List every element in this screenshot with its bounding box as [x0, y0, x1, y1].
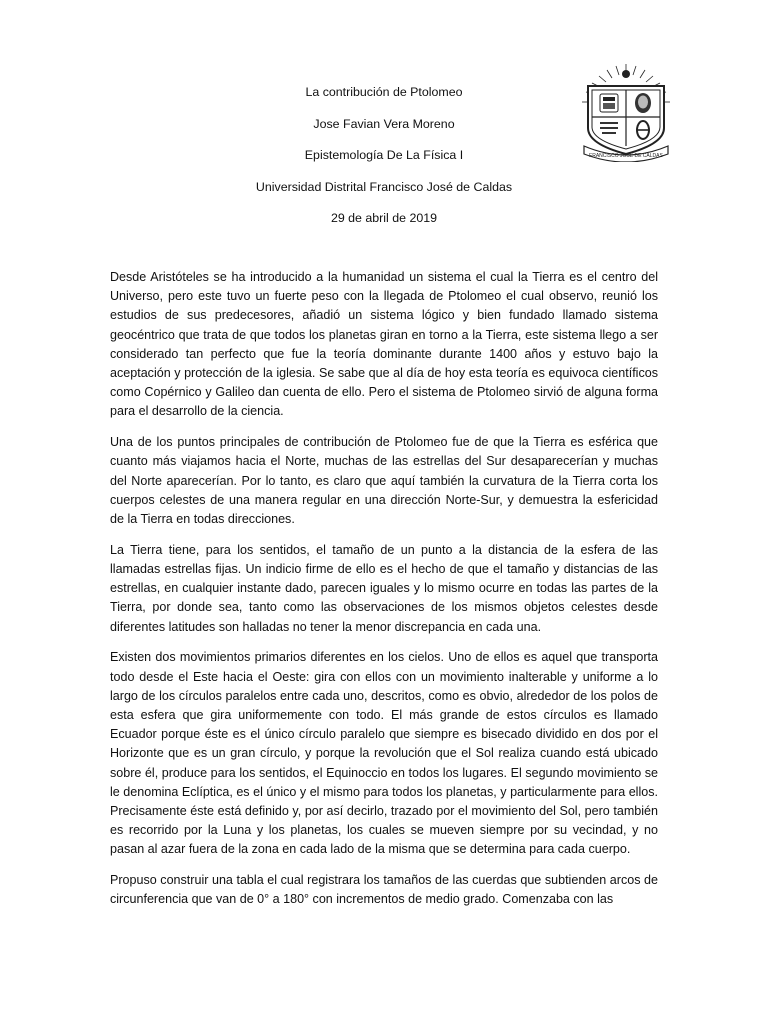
university-name: Universidad Distrital Francisco José de Caldas [255, 179, 513, 194]
body-paragraph: Existen dos movimientos primarios diferentes en los cielos. Uno de ellos es aquel que transporta todo desde el Este hacia el Oeste: gira con ellos con un movimiento inalterable y uniforme a lo largo de los círculos paralelos entre cada uno, descritos, como es obvio, alrededor de los polos de esta esfera que gira uniformemente con todo. El más grande de estos círculos es llamado Ecuador porque éste es el único círculo paralelo que siempre es bisecado dividido en dos por el Horizonte que es un gran círculo, y porque la revolución que el Sol realiza cuando está ubicado sobre él, produce para los sentidos, el Equinoccio en todos los lugares. El segundo movimiento se le denomina Eclíptica, es el único y el mismo para todos los planetas, y particularmente para ellos. Precisamente éste está definido y, por así decirlo, trazado por el movimiento del Sol, pero también es recorrido por la Luna y los planetas, los cuales se mueven siempre por su vecindad, y no pasan al azar fuera de la zona en cada lado de la misma que se determina para cada cuerpo. [110, 650, 658, 857]
title-block [110, 84, 658, 242]
body-paragraph: Una de los puntos principales de contribución de Ptolomeo fue de que la Tierra es esférica que cuanto más viajamos hacia el Norte, muchas de las estrellas del Sur desaparecerían y muchas del Norte aparecerían. Por lo tanto, es claro que aquí también la curvatura de la Tierra corta los cuerpos celestes de una manera regular en una dirección Norte-Sur, y demuestra la esfericidad de la Tierra en todas direcciones. [110, 435, 658, 527]
document-body [110, 268, 658, 910]
document-date: 29 de abril de 2019 [330, 211, 438, 225]
document-title: La contribución de Ptolomeo [305, 85, 463, 99]
university-seal-icon [578, 62, 674, 162]
author-name: Jose Favian Vera Moreno [313, 116, 455, 131]
course-name: Epistemología De La Física I [304, 148, 464, 162]
body-paragraph: Propuso construir una tabla el cual registrara los tamaños de las cuerdas que subtienden arcos de circunferencia que van de 0° a 180° con incrementos de medio grado. Comenzaba con las [110, 873, 658, 907]
body-paragraph: Desde Aristóteles se ha introducido a la humanidad un sistema el cual la Tierra es el centro del Universo, pero este tuvo un fuerte peso con la llegada de Ptolomeo el cual observo, reunió los estudios de sus predecesores, añadió un sistema lógico y bien fundado llamado sistema geocéntrico que trata de que todos los planetas giran en torno a la Tierra, este sistema llego a ser considerado tan perfecto que fue la teoría dominante durante 1400 años y estuvo bajo la aceptación y protección de la iglesia. Se sabe que al día de hoy esta teoría es equivoca científicos como Copérnico y Galileo dan cuenta de ello. Pero el sistema de Ptolomeo sirvió de alguna forma para el desarrollo de la ciencia. [110, 270, 658, 419]
body-paragraph: La Tierra tiene, para los sentidos, el tamaño de un punto a la distancia de la esfera de las llamadas estrellas fijas. Un indicio firme de ello es el hecho de que el tamaño y distancias de las estrellas, en cualquier instante dado, parecen iguales y lo mismo ocurre en todas las partes de la Tierra, por donde sea, tanto como las observaciones de los mismos objetos celestes desde diferentes latitudes son halladas no tener la menor discrepancia en cada una. [110, 542, 658, 634]
seal-ribbon-text: FRANCISCO JOSÉ DE CALDAS [589, 153, 663, 159]
